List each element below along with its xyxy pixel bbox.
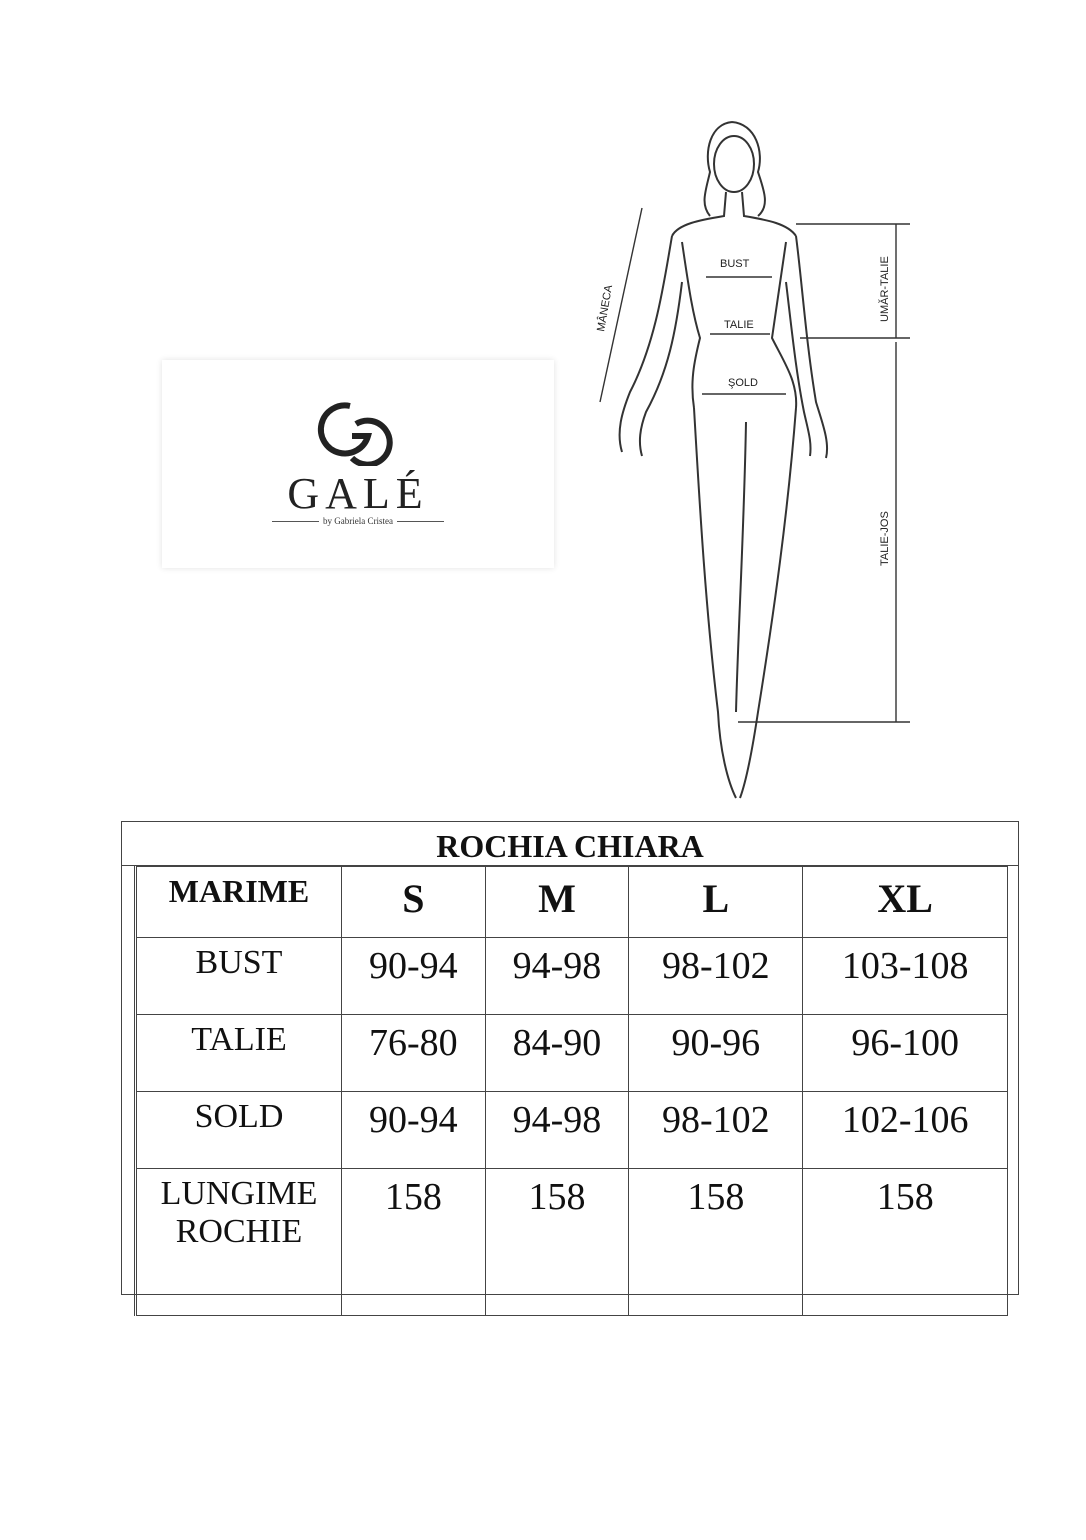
table-row — [136, 1015, 1008, 1092]
table-cell: 98-102 — [629, 1092, 803, 1169]
size-header: L — [629, 867, 803, 938]
brand-subtitle — [268, 514, 448, 528]
row-label: TALIE — [136, 1015, 342, 1092]
table-cell: 90-96 — [629, 1015, 803, 1092]
body-outline-illustration — [560, 112, 940, 802]
table-cell: 103-108 — [803, 938, 1008, 1015]
table-cell: 158 — [342, 1169, 486, 1316]
row-label: SOLD — [136, 1092, 342, 1169]
table-cell: 102-106 — [803, 1092, 1008, 1169]
table-cell: 96-100 — [803, 1015, 1008, 1092]
table-cell: 158 — [629, 1169, 803, 1316]
size-header: XL — [803, 867, 1008, 938]
table-cell: 94-98 — [485, 938, 629, 1015]
table-cell: 90-94 — [342, 1092, 486, 1169]
talie-jos-label: TALIE-JOS — [879, 511, 891, 566]
brand-name: GALÉ — [287, 469, 429, 518]
bust-label: BUST — [720, 258, 750, 270]
table-title: ROCHIA CHIARA — [122, 822, 1018, 866]
sold-label: ŞOLD — [728, 377, 758, 389]
brand-subtitle-text: by Gabriela Cristea — [323, 516, 393, 526]
umar-talie-label: UMĂR-TALIE — [879, 256, 891, 322]
table-cell: 94-98 — [485, 1092, 629, 1169]
table-cell: 158 — [485, 1169, 629, 1316]
table-row — [136, 938, 1008, 1015]
size-header: M — [485, 867, 629, 938]
table-row — [136, 1169, 1008, 1316]
table-row — [136, 1092, 1008, 1169]
size-chart — [121, 821, 1019, 1295]
row-label: BUST — [136, 938, 342, 1015]
table-cell: 158 — [803, 1169, 1008, 1316]
size-grid — [134, 866, 1008, 1316]
gale-monogram-icon — [312, 396, 404, 466]
table-cell: 98-102 — [629, 938, 803, 1015]
size-header: S — [342, 867, 486, 938]
brand-logo-card — [162, 360, 554, 568]
measurement-figure — [560, 112, 940, 802]
table-cell: 76-80 — [342, 1015, 486, 1092]
table-cell: 84-90 — [485, 1015, 629, 1092]
maneca-label: MÂNECA — [595, 284, 616, 333]
header-label: MARIME — [136, 867, 342, 938]
talie-label: TALIE — [724, 319, 754, 331]
table-cell: 90-94 — [342, 938, 486, 1015]
row-label: LUNGIME ROCHIE — [136, 1169, 342, 1316]
